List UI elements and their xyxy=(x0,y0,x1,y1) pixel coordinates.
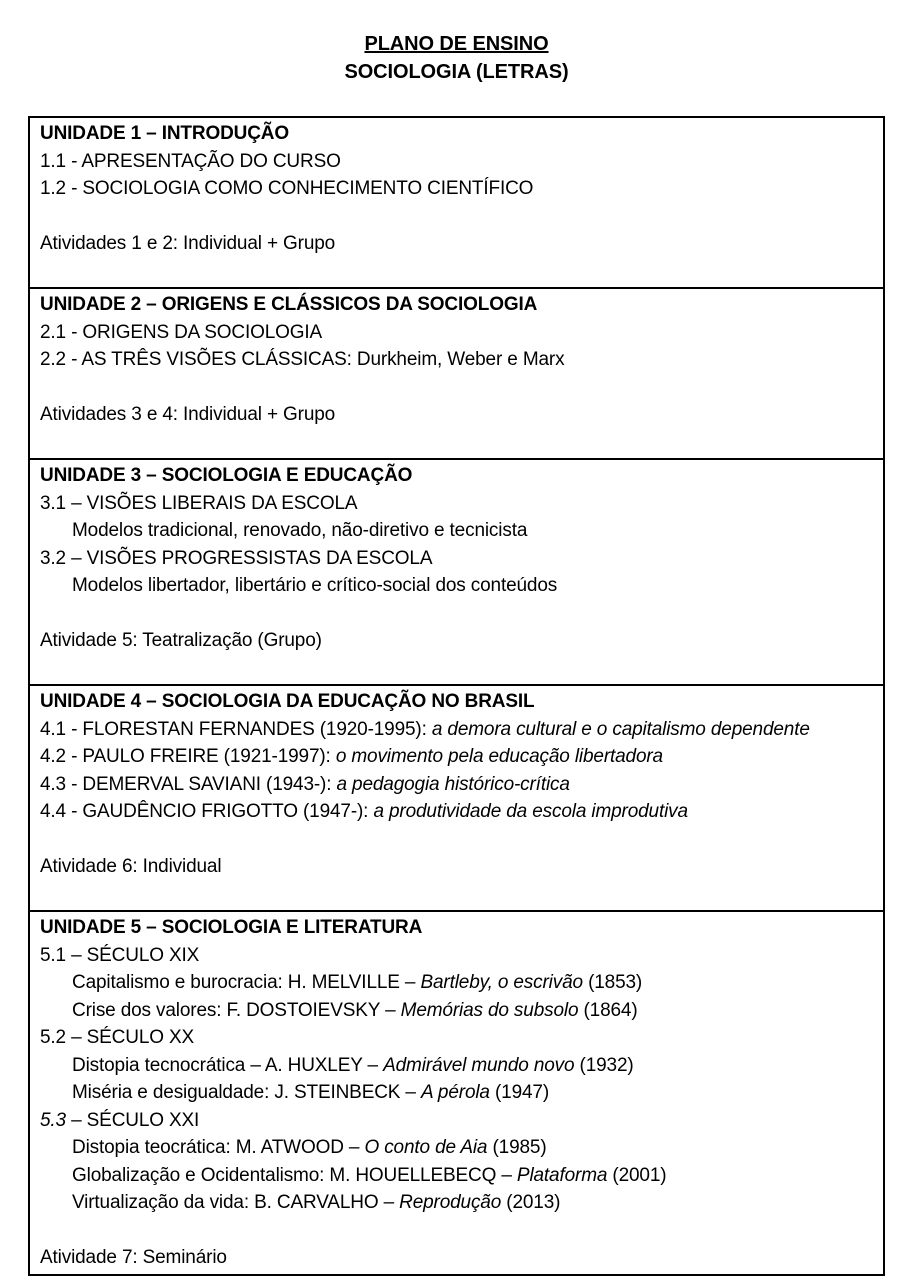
text: Distopia tecnocrática – A. HUXLEY – xyxy=(72,1054,384,1076)
text: (1947) xyxy=(489,1082,550,1103)
content-line xyxy=(30,1134,883,1162)
text: 4.2 - PAULO FREIRE (1921-1997): xyxy=(40,746,336,767)
unit-heading: UNIDADE 4 – SOCIOLOGIA DA EDUCAÇÃO NO BRASIL xyxy=(40,691,535,712)
text: – SÉCULO XXI xyxy=(65,1109,200,1131)
blank-line xyxy=(30,374,883,402)
content-line xyxy=(30,490,883,518)
text: (2013) xyxy=(501,1192,561,1213)
text: Atividade 7: Seminário xyxy=(40,1247,227,1268)
document-subtitle: SOCIOLOGIA (LETRAS) xyxy=(344,61,569,83)
content-line xyxy=(30,743,883,771)
activity-line xyxy=(30,853,883,881)
text: Crise dos valores: F. DOSTOIEVSKY – xyxy=(72,999,401,1021)
text: (2001) xyxy=(607,1164,667,1186)
italic-text: a produtividade da escola improdutiva xyxy=(373,801,688,822)
unit-heading: UNIDADE 1 – INTRODUÇÃO xyxy=(40,123,289,144)
content-line xyxy=(30,716,883,744)
content-line xyxy=(30,517,883,545)
text: Virtualização da vida: B. CARVALHO – xyxy=(72,1192,400,1213)
text: Distopia teocrática: M. ATWOOD – xyxy=(72,1137,365,1158)
content-line xyxy=(30,1189,883,1217)
content-line xyxy=(30,545,883,573)
text: 2.2 - AS TRÊS VISÕES CLÁSSICAS: Durkheim, Weber e Marx xyxy=(40,349,565,370)
text: 5.1 – SÉCULO XIX xyxy=(40,944,200,966)
unit-box-2 xyxy=(30,287,883,458)
text: Modelos libertador, libertário e crítico-social dos conteúdos xyxy=(72,575,558,596)
blank-line xyxy=(30,826,883,854)
blank-line xyxy=(30,655,883,683)
text: 4.3 - DEMERVAL SAVIANI (1943-): xyxy=(40,773,337,795)
text: Atividade 5: Teatralização (Grupo) xyxy=(40,630,322,651)
content-line xyxy=(30,148,883,176)
content-line xyxy=(30,771,883,799)
content-line xyxy=(30,1107,883,1135)
activity-line xyxy=(30,401,883,429)
text: 1.1 - APRESENTAÇÃO DO CURSO xyxy=(40,150,341,172)
unit-box-4 xyxy=(30,684,883,910)
text: 5.2 – SÉCULO XX xyxy=(40,1027,195,1048)
blank-line xyxy=(30,881,883,909)
unit-box-5 xyxy=(30,910,883,1274)
unit-box-3 xyxy=(30,458,883,684)
unit-heading: UNIDADE 3 – SOCIOLOGIA E EDUCAÇÃO xyxy=(40,465,413,486)
italic-text: Plataforma xyxy=(516,1164,608,1186)
content-line xyxy=(30,572,883,600)
units-table xyxy=(28,116,885,1276)
activity-line xyxy=(30,627,883,655)
italic-text: a demora cultural e o capitalismo dependente xyxy=(431,718,810,740)
text: (1932) xyxy=(574,1054,634,1076)
text: Capitalismo e burocracia: H. MELVILLE – xyxy=(72,972,421,993)
activity-line xyxy=(30,1244,883,1272)
text: Miséria e desigualdade: J. STEINBECK – xyxy=(72,1082,421,1103)
document-title: PLANO DE ENSINO xyxy=(364,33,549,55)
unit-heading: UNIDADE 2 – ORIGENS E CLÁSSICOS DA SOCIOLOGIA xyxy=(40,294,538,315)
content-line xyxy=(30,997,883,1025)
text: (1985) xyxy=(487,1137,547,1158)
text: (1864) xyxy=(578,999,638,1021)
content-line xyxy=(30,346,883,374)
blank-line xyxy=(30,258,883,286)
blank-line xyxy=(30,600,883,628)
content-line xyxy=(30,175,883,203)
document-header xyxy=(0,0,913,86)
blank-line xyxy=(30,429,883,457)
blank-line xyxy=(30,1217,883,1245)
italic-text: o movimento pela educação libertadora xyxy=(335,746,663,767)
text: Atividades 3 e 4: Individual + Grupo xyxy=(40,404,336,425)
italic-text: a pedagogia histórico-crítica xyxy=(336,773,570,795)
unit-box-1 xyxy=(30,118,883,287)
text: 4.1 - FLORESTAN FERNANDES (1920-1995): xyxy=(40,718,432,740)
blank-line xyxy=(30,203,883,231)
text: 4.4 - GAUDÊNCIO FRIGOTTO (1947-): xyxy=(40,801,374,822)
content-line xyxy=(30,1162,883,1190)
text: 3.2 – VISÕES PROGRESSISTAS DA ESCOLA xyxy=(40,547,433,569)
italic-text: A pérola xyxy=(420,1082,490,1103)
text: 2.1 - ORIGENS DA SOCIOLOGIA xyxy=(40,321,323,343)
activity-line xyxy=(30,230,883,258)
content-line xyxy=(30,942,883,970)
text: Atividades 1 e 2: Individual + Grupo xyxy=(40,233,336,254)
italic-text: Reprodução xyxy=(399,1192,502,1213)
italic-text: 5.3 xyxy=(40,1109,66,1131)
content-line xyxy=(30,1079,883,1107)
italic-text: O conto de Aia xyxy=(364,1137,488,1158)
text: Globalização e Ocidentalismo: M. HOUELLEBECQ – xyxy=(72,1164,517,1186)
content-line xyxy=(30,1052,883,1080)
text: Modelos tradicional, renovado, não-diretivo e tecnicista xyxy=(72,520,528,541)
text: (1853) xyxy=(582,972,643,993)
text: 1.2 - SOCIOLOGIA COMO CONHECIMENTO CIENTÍFICO xyxy=(40,178,534,199)
content-line xyxy=(30,1024,883,1052)
content-line xyxy=(30,798,883,826)
text: 3.1 – VISÕES LIBERAIS DA ESCOLA xyxy=(40,492,358,514)
text: Atividade 6: Individual xyxy=(40,856,222,877)
italic-text: Bartleby, o escrivão xyxy=(420,972,583,993)
content-line xyxy=(30,969,883,997)
unit-heading: UNIDADE 5 – SOCIOLOGIA E LITERATURA xyxy=(40,917,423,938)
italic-text: Admirável mundo novo xyxy=(383,1054,575,1076)
italic-text: Memórias do subsolo xyxy=(400,999,579,1021)
content-line xyxy=(30,319,883,347)
